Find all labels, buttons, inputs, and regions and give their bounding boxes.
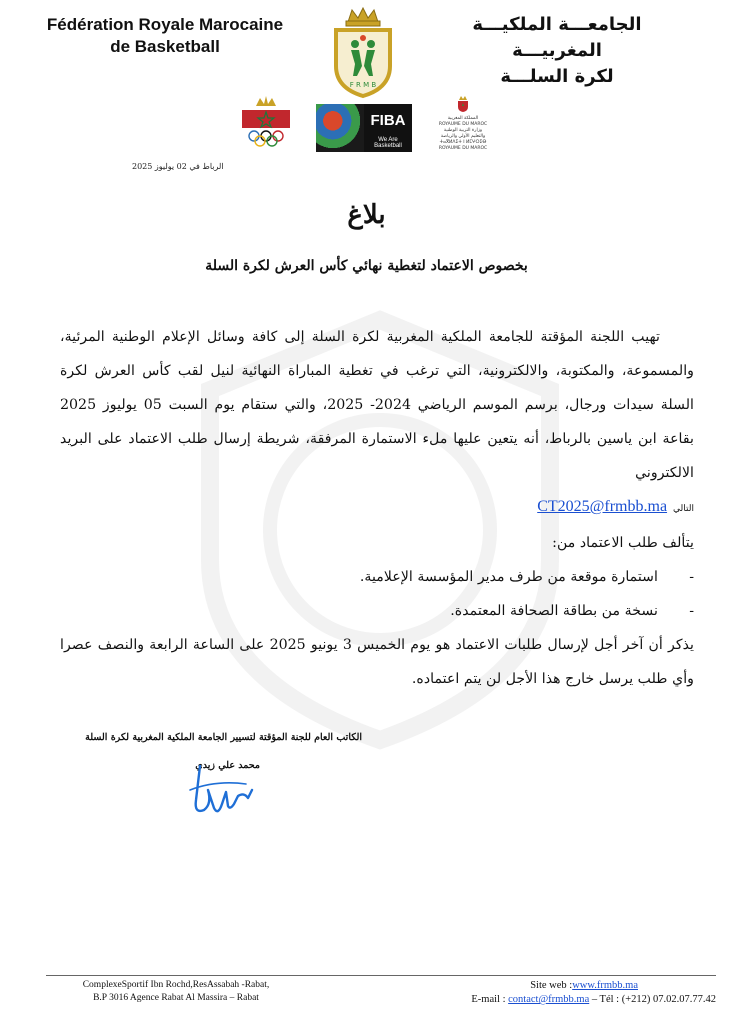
signatory-name: محمد علي زيدي — [195, 760, 260, 771]
federation-name-ar: الجامعـــة الملكيـــة المغربيـــة لكرة السلـــة — [472, 14, 642, 87]
website-line — [400, 979, 716, 993]
document-subject: بخصوص الاعتماد لتغطية نهائي كأس العرش لكرة السلة — [205, 258, 528, 274]
federation-name-fr: Fédération Royale Marocaine de Basketball — [46, 15, 284, 56]
document-body — [60, 320, 694, 696]
ministry-line: المملكة المغربية — [447, 116, 479, 121]
contact-email-link[interactable]: contact@frmbb.ma — [508, 994, 590, 1005]
composition-intro: يتألف طلب الاعتماد من: — [552, 535, 694, 551]
list-bullet: - — [689, 569, 694, 585]
email-prefix: التالي — [673, 504, 694, 514]
olympic-committee-logo — [238, 96, 294, 152]
contact-line — [471, 994, 716, 1005]
list-item — [60, 560, 694, 594]
website-label: Site web : — [530, 980, 573, 991]
ministry-logo — [432, 96, 494, 154]
address-line: B.P 3016 Agence Rabat Al Massira – Rabat — [93, 993, 259, 1003]
frmb-emblem-logo — [326, 4, 400, 100]
body-paragraph: تهيب اللجنة المؤقتة للجامعة الملكية المغربية لكرة السلة إلى كافة وسائل الإعلام الوطنية المرئية، والمسموعة، والمكتوبة، والالكترونية، التي ترغب في تغطية المباراة النهائية لنيل لقب كأس العرش لكرة السلة سيدات ورجال، برسم الموسم الرياضي 2024- 2025، والتي ستقام يوم السبت 05 يوليوز 2025 بقاعة ابن ياسين بالرباط، أنه يتعين عليها ملء الاستمارة المرفقة، شريطة إرسال طلب الاعتماد على البريد الالكتروني — [60, 329, 694, 481]
address-line: ComplexeSportif Ibn Rochd,ResAssabah -Rabat, — [82, 980, 270, 990]
ministry-line: ROYAUME DU MAROC — [438, 146, 488, 151]
fiba-logo — [316, 104, 412, 152]
document-date: الرباط في 02 يوليوز 2025 — [132, 162, 224, 171]
moroccan-coat-of-arms-icon — [455, 96, 471, 112]
handwritten-signature — [186, 760, 266, 820]
phone-text: – Tél : (+212) 07.02.07.77.42 — [589, 994, 716, 1005]
signatory-title: الكاتب العام للجنة المؤقتة لتسيير الجامعة الملكية المغربية لكرة السلة — [85, 732, 362, 743]
footer-address — [60, 979, 292, 1005]
website-link[interactable]: www.frmbb.ma — [572, 980, 638, 991]
fiba-tagline: We Are Basketball — [374, 137, 402, 149]
list-item-text: استمارة موقعة من طرف مدير المؤسسة الإعلامية. — [359, 569, 658, 585]
deadline-reminder: يذكر أن آخر أجل لإرسال طلبات الاعتماد هو يوم الخميس 3 يونيو 2025 على الساعة الرابعة والنصف عصرا وأي طلب يرسل خارج هذا الأجل لن يتم اعتماده. — [60, 637, 694, 687]
frmb-logo-letters: F R M B — [349, 81, 377, 89]
email-label: E-mail : — [471, 994, 506, 1005]
document-title: بلاغ — [347, 200, 386, 230]
fiba-ball-icon — [316, 104, 364, 152]
ministry-line: ROYAUME DU MAROC — [438, 122, 488, 127]
list-item — [60, 594, 694, 628]
list-item-text: نسخة من بطاقة الصحافة المعتمدة. — [450, 603, 658, 619]
footer-divider — [46, 975, 716, 976]
ministry-line: والتعليم الأولي والرياضة — [440, 134, 486, 139]
ministry-line: ⵜⴰⴳⵍⴷⵉⵜ ⵏ ⵍⵎⵖⵔⵉⴱ — [439, 140, 487, 145]
requirements-list — [60, 560, 694, 628]
email-line — [60, 490, 694, 526]
footer-contact — [400, 979, 716, 1007]
list-bullet: - — [689, 603, 694, 619]
ministry-line: وزارة التربية الوطنية — [443, 128, 483, 133]
accreditation-email-link[interactable]: CT2025@frmbb.ma — [537, 498, 668, 515]
fiba-wordmark — [364, 104, 412, 152]
fiba-word: FIBA — [370, 112, 406, 129]
